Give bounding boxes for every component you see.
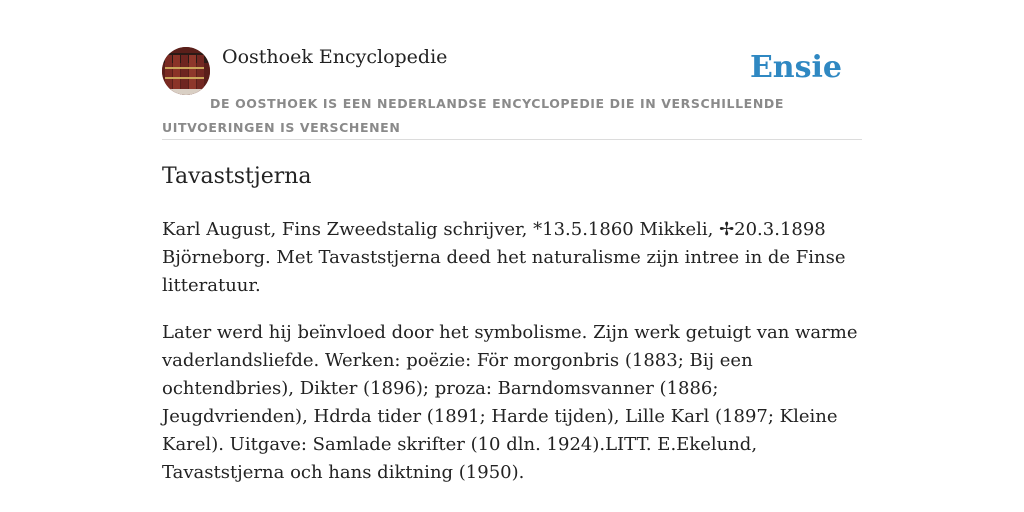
divider: [162, 139, 862, 140]
source-title[interactable]: Oosthoek Encyclopedie: [222, 46, 448, 68]
entry-paragraph: Karl August, Fins Zweedstalig schrijver, *13.5.1860 Mikkeli, ✢20.3.1898 Björneborg. Met Tavaststjerna deed het naturalisme zijn intree in de Finse litteratuur.: [162, 219, 846, 296]
entry-paragraph: Later werd hij beïnvloed door het symbolisme. Zijn werk getuigt van warme vaderlandsliefde. Werken: poëzie: För morgonbris (1883; Bij een ochtendbries), Dikter (1896); proza: Barndomsvanner (1886; Jeugdvrienden), Hdrda tider (1891; Harde tijden), Lille Karl (1897; Kleine Karel). Uitgave: Samlade skrifter (10 dln. 1924).LITT. E.Ekelund, Tavaststjerna och hans diktning (1950).: [162, 322, 858, 483]
entry-card: [162, 0, 862, 512]
source-tagline: DE OOSTHOEK IS EEN NEDERLANDSE ENCYCLOPEDIE DIE IN VERSCHILLENDE UITVOERINGEN IS VERSCHENEN: [162, 96, 784, 135]
entry-title: Tavaststjerna: [162, 164, 312, 189]
encyclopedia-books-icon[interactable]: [162, 47, 210, 95]
brand-logo[interactable]: Ensie: [749, 50, 842, 85]
